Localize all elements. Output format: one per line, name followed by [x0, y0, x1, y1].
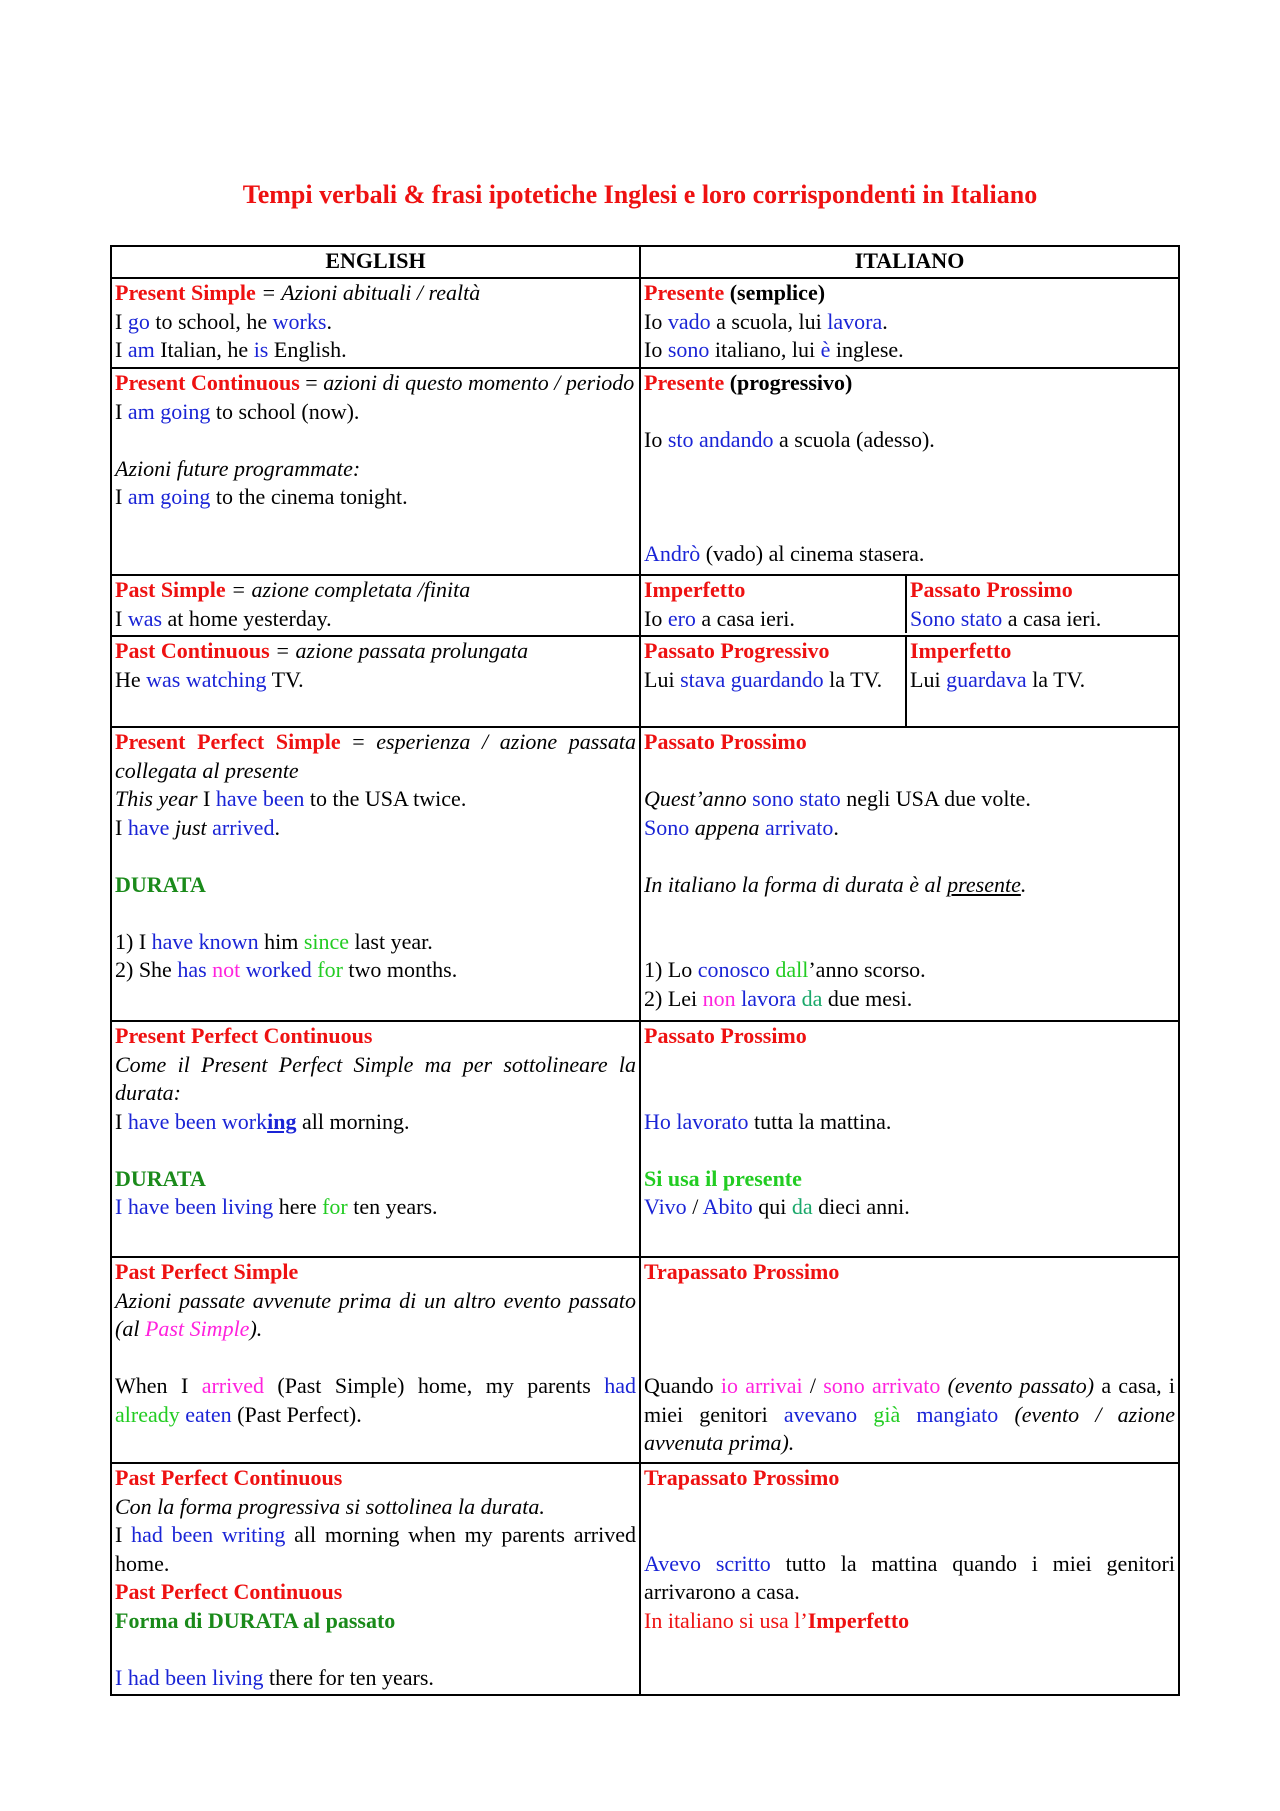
english-cell: Past Simple = azione completata /finita I was at home yesterday. [111, 575, 640, 636]
header-italiano: ITALIANO [640, 246, 1179, 278]
italian-cell: Passato Prossimo Ho lavorato tutta la mattina. Si usa il presente Vivo / Abito qui da dieci anni. [640, 1021, 1179, 1257]
italian-cell: Trapassato Prossimo Quando io arrivai / sono arrivato (evento passato) a casa, i miei genitori avevano già mangiato (evento / azione avvenuta prima). [640, 1257, 1179, 1463]
italian-cell: Presente (progressivo) Io sto andando a scuola (adesso). Andrò (vado) al cinema stasera. [640, 368, 1179, 575]
table-row [111, 575, 1179, 636]
italian-cell [640, 636, 1179, 727]
table-header-row [111, 246, 1179, 278]
italian-cell: Presente (semplice) Io vado a scuola, lui lavora. Io sono italiano, lui è inglese. [640, 278, 1179, 368]
italian-subcell: Imperfetto Io ero a casa ieri. [641, 576, 906, 633]
table-row [111, 636, 1179, 727]
tenses-table [110, 245, 1180, 1696]
english-cell: Present Simple = Azioni abituali / realtà I go to school, he works. I am Italian, he is English. [111, 278, 640, 368]
table-row [111, 727, 1179, 1021]
english-cell: Past Perfect Continuous Con la forma progressiva si sottolinea la durata. I had been writing all morning when my parents arrived home. Past Perfect Continuous Forma di DURATA al passato I had been living there for ten years. [111, 1463, 640, 1695]
page-title: Tempi verbali & frasi ipotetiche Inglesi e loro corrispondenti in Italiano [242, 180, 1038, 209]
italian-cell: Passato Prossimo Quest’anno sono stato negli USA due volte. Sono appena arrivato. In italiano la forma di durata è al presente. 1) Lo conosco dall’anno scorso. 2) Lei non lavora da due mesi. [640, 727, 1179, 1021]
english-cell: Present Continuous = azioni di questo momento / periodo I am going to school (now). Azioni future programmate: I am going to the cinema tonight. [111, 368, 640, 575]
english-cell: Past Continuous = azione passata prolungata He was watching TV. [111, 636, 640, 727]
english-cell: Present Perfect Simple = esperienza / azione passata collegata al presente This year I have been to the USA twice. I have just arrived. DURATA 1) I have known him since last year. 2) She has not worked for two months. [111, 727, 640, 1021]
italian-subcell: Passato Prossimo Sono stato a casa ieri. [910, 577, 1102, 631]
table-row [111, 1257, 1179, 1463]
english-cell: Present Perfect Continuous Come il Present Perfect Simple ma per sottolineare la durata: I have been working all morning. DURATA I have been living here for ten years. [111, 1021, 640, 1257]
english-cell: Past Perfect Simple Azioni passate avvenute prima di un altro evento passato (al Past Simple). When I arrived (Past Simple) home, my parents had already eaten (Past Perfect). [111, 1257, 640, 1463]
header-english: ENGLISH [111, 246, 640, 278]
italian-subcell: Passato Progressivo Lui stava guardando la TV. [641, 637, 906, 726]
italian-cell [640, 575, 1179, 636]
italian-cell: Trapassato Prossimo Avevo scritto tutto la mattina quando i miei genitori arrivarono a casa. In italiano si usa l’Imperfetto [640, 1463, 1179, 1695]
table-row [111, 368, 1179, 575]
table-row [111, 1463, 1179, 1695]
table-row [111, 1021, 1179, 1257]
table-row [111, 278, 1179, 368]
italian-subcell: Imperfetto Lui guardava la TV. [910, 638, 1086, 692]
